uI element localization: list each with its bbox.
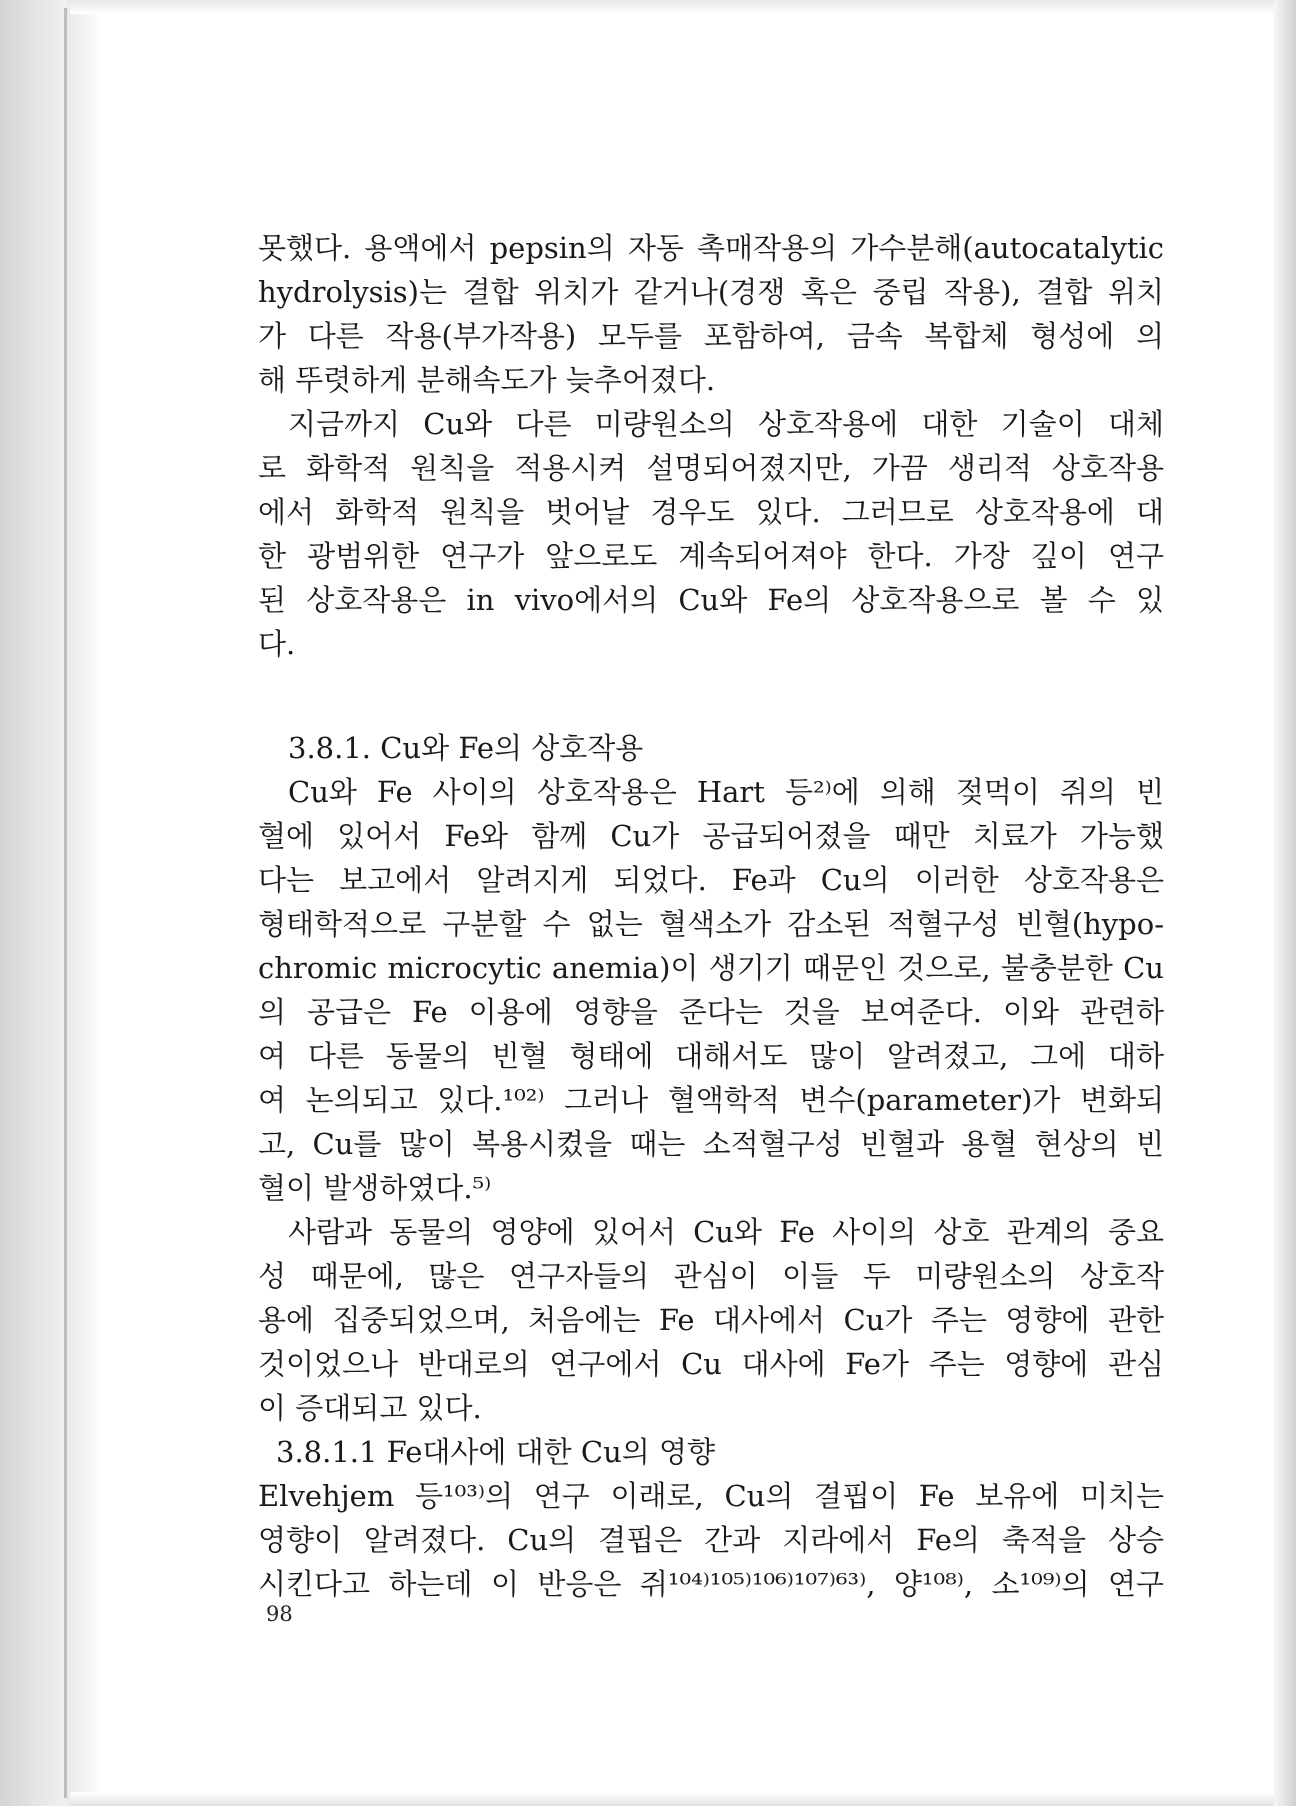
text-line: hydrolysis)는 결합 위치가 같거나(경쟁 혹은 중립 작용), 결합 위치	[258, 275, 1164, 309]
text-line: 에서 화학적 원칙을 벗어날 경우도 있다. 그러므로 상호작용에 대	[258, 495, 1164, 529]
text-line: 여 다른 동물의 빈혈 형태에 대해서도 많이 알려졌고, 그에 대하	[258, 1039, 1164, 1073]
text-line: 시킨다고 하는데 이 반응은 쥐¹⁰⁴⁾¹⁰⁵⁾¹⁰⁶⁾¹⁰⁷⁾⁶³⁾, 양¹⁰⁸⁾, 소¹⁰⁹⁾의 연구	[258, 1567, 1164, 1601]
text-line: 로 화학적 원칙을 적용시켜 설명되어졌지만, 가끔 생리적 상호작용	[258, 451, 1164, 485]
text-line: Cu와 Fe 사이의 상호작용은 Hart 등²⁾에 의해 젖먹이 쥐의 빈	[288, 775, 1164, 809]
paragraph	[258, 226, 1164, 402]
text-line: 가 다른 작용(부가작용) 모두를 포함하여, 금속 복합체 형성에 의	[258, 319, 1164, 353]
text-line: 혈이 발생하였다.⁵⁾	[258, 1171, 492, 1205]
subsection-heading: 3.8.1.1 Fe대사에 대한 Cu의 영향	[276, 1435, 716, 1469]
text-line: 혈에 있어서 Fe와 함께 Cu가 공급되어졌을 때만 치료가 가능했	[258, 819, 1164, 853]
paragraph	[258, 770, 1164, 1210]
text-line: 이 증대되고 있다.	[258, 1391, 482, 1425]
text-line: 형태학적으로 구분할 수 없는 혈색소가 감소된 적혈구성 빈혈(hypo-	[258, 907, 1164, 941]
paragraph	[258, 1474, 1164, 1606]
section-gap	[258, 666, 1164, 726]
book-left-edge	[64, 8, 67, 1798]
book-top-shade	[70, 0, 1280, 14]
text-line: 못했다. 용액에서 pepsin의 자동 촉매작용의 가수분해(autocatalytic	[258, 231, 1164, 265]
paragraph	[258, 402, 1164, 666]
text-line: chromic microcytic anemia)이 생기기 때문인 것으로, 불충분한 Cu	[258, 951, 1164, 985]
book-bottom-shade	[70, 1792, 1280, 1806]
page-number: 98	[266, 1602, 293, 1626]
text-line: 용에 집중되었으며, 처음에는 Fe 대사에서 Cu가 주는 영향에 관한	[258, 1303, 1164, 1337]
text-line: 한 광범위한 연구가 앞으로도 계속되어져야 한다. 가장 깊이 연구	[258, 539, 1164, 573]
text-line: 된 상호작용은 in vivo에서의 Cu와 Fe의 상호작용으로 볼 수 있	[258, 583, 1164, 617]
text-line: 고, Cu를 많이 복용시켰을 때는 소적혈구성 빈혈과 용혈 현상의 빈	[258, 1127, 1164, 1161]
page-body	[258, 226, 1164, 1606]
text-line: Elvehjem 등¹⁰³⁾의 연구 이래로, Cu의 결핍이 Fe 보유에 미치는	[258, 1479, 1164, 1513]
text-line: 의 공급은 Fe 이용에 영향을 준다는 것을 보여준다. 이와 관련하	[258, 995, 1164, 1029]
text-line: 여 논의되고 있다.¹⁰²⁾ 그러나 혈액학적 변수(parameter)가 변화되	[258, 1083, 1164, 1117]
section-heading: 3.8.1. Cu와 Fe의 상호작용	[288, 731, 644, 765]
text-line: 영향이 알려졌다. Cu의 결핍은 간과 지라에서 Fe의 축적을 상승	[258, 1523, 1164, 1557]
text-line: 지금까지 Cu와 다른 미량원소의 상호작용에 대한 기술이 대체	[288, 407, 1164, 441]
text-line: 다.	[258, 627, 296, 661]
paragraph	[258, 1210, 1164, 1430]
book-right-shadow	[1274, 0, 1296, 1806]
text-line: 성 때문에, 많은 연구자들의 관심이 이들 두 미량원소의 상호작	[258, 1259, 1164, 1293]
book-left-fold	[67, 0, 97, 1806]
text-line: 사람과 동물의 영양에 있어서 Cu와 Fe 사이의 상호 관계의 중요	[288, 1215, 1164, 1249]
text-line: 다는 보고에서 알려지게 되었다. Fe과 Cu의 이러한 상호작용은	[258, 863, 1164, 897]
text-line: 것이었으나 반대로의 연구에서 Cu 대사에 Fe가 주는 영향에 관심	[258, 1347, 1164, 1381]
text-line: 해 뚜렷하게 분해속도가 늦추어졌다.	[258, 363, 716, 397]
